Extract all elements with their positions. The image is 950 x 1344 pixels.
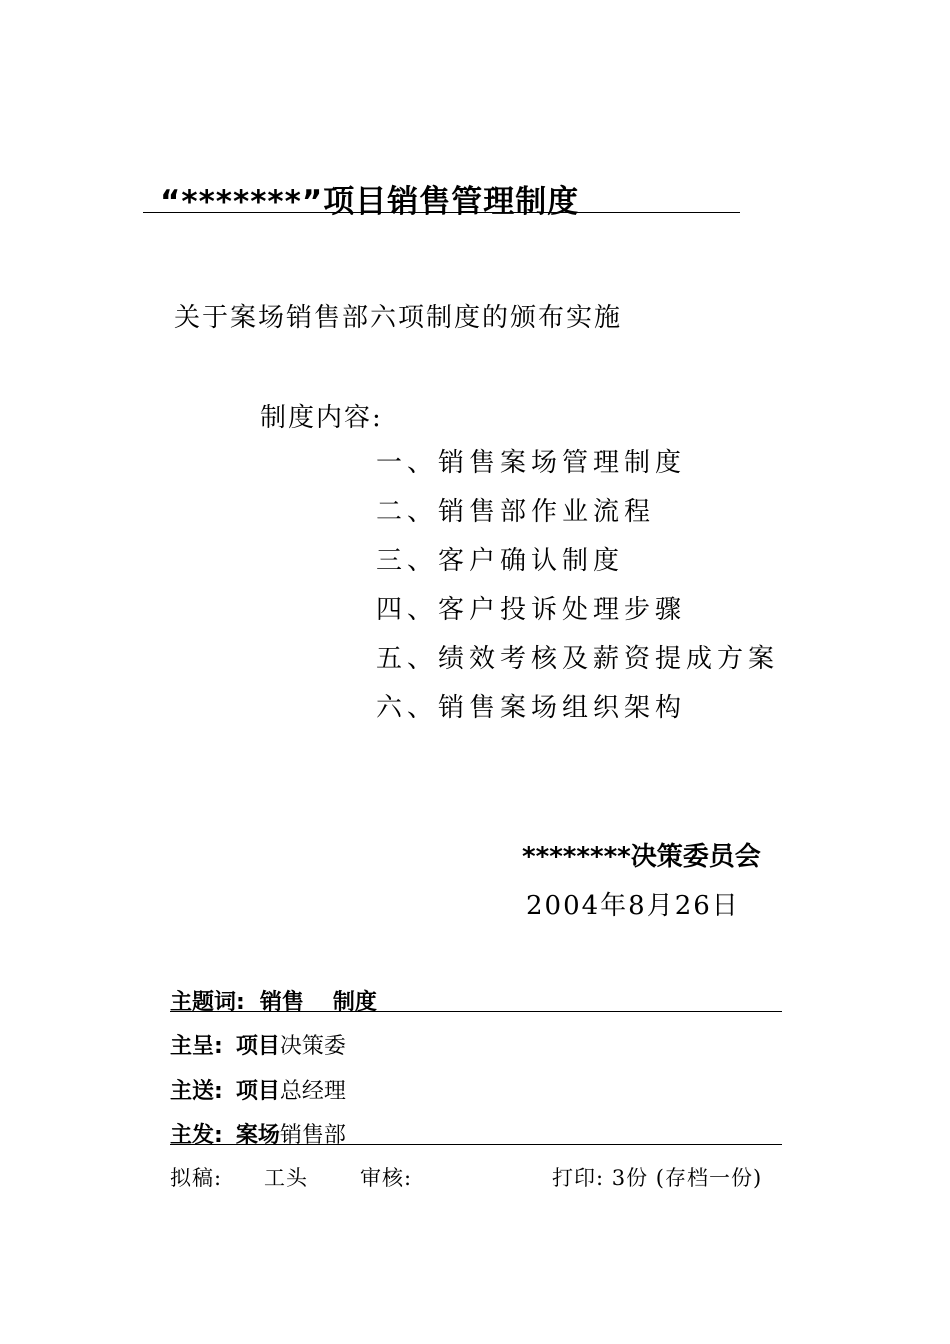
reviewer-label: 审核: [360, 1166, 413, 1190]
keyword-value: 制度 [332, 990, 377, 1015]
list-item: 三、客户确认制度 [376, 546, 625, 576]
list-item: 一、销售案场管理制度 [376, 448, 687, 478]
list-item: 六、销售案场组织架构 [376, 693, 687, 723]
list-item: 二、销售部作业流程 [376, 497, 656, 527]
document-subject: 关于案场销售部六项制度的颁布实施 [174, 303, 623, 333]
keyword-value: 销售 [259, 990, 304, 1015]
title-underline [143, 212, 740, 213]
list-item: 四、客户投诉处理步骤 [376, 595, 687, 625]
issued-by-bold: 案场 [235, 1123, 280, 1148]
drafter-label: 拟稿: [170, 1166, 223, 1190]
print-info: 打印: 3份 (存档一份) [552, 1166, 763, 1190]
send-to-value: 总经理 [279, 1079, 346, 1104]
keywords-label: 主题词: [170, 990, 245, 1015]
issuing-committee: ********决策委员会 [522, 842, 761, 872]
keywords-underline [170, 1011, 782, 1012]
submit-to-label: 主呈: [170, 1034, 223, 1059]
issue-date: 2004年8月26日 [526, 891, 740, 921]
submit-to-value: 决策委 [279, 1034, 346, 1059]
drafter-name: 工头 [264, 1166, 308, 1190]
send-to-label: 主送: [170, 1079, 223, 1104]
issued-by-label: 主发: [170, 1123, 223, 1148]
list-item: 五、绩效考核及薪资提成方案 [376, 644, 780, 674]
submit-to-bold: 项目 [235, 1034, 280, 1059]
submit-to-row [170, 1029, 346, 1060]
document-title: “*******”项目销售管理制度 [160, 184, 580, 220]
content-label: 制度内容: [260, 403, 383, 433]
send-to-row [170, 1074, 346, 1105]
send-to-bold: 项目 [235, 1079, 280, 1104]
issued-by-value: 销售部 [279, 1123, 346, 1148]
issued-by-underline [170, 1144, 782, 1145]
regulation-list [376, 440, 779, 734]
